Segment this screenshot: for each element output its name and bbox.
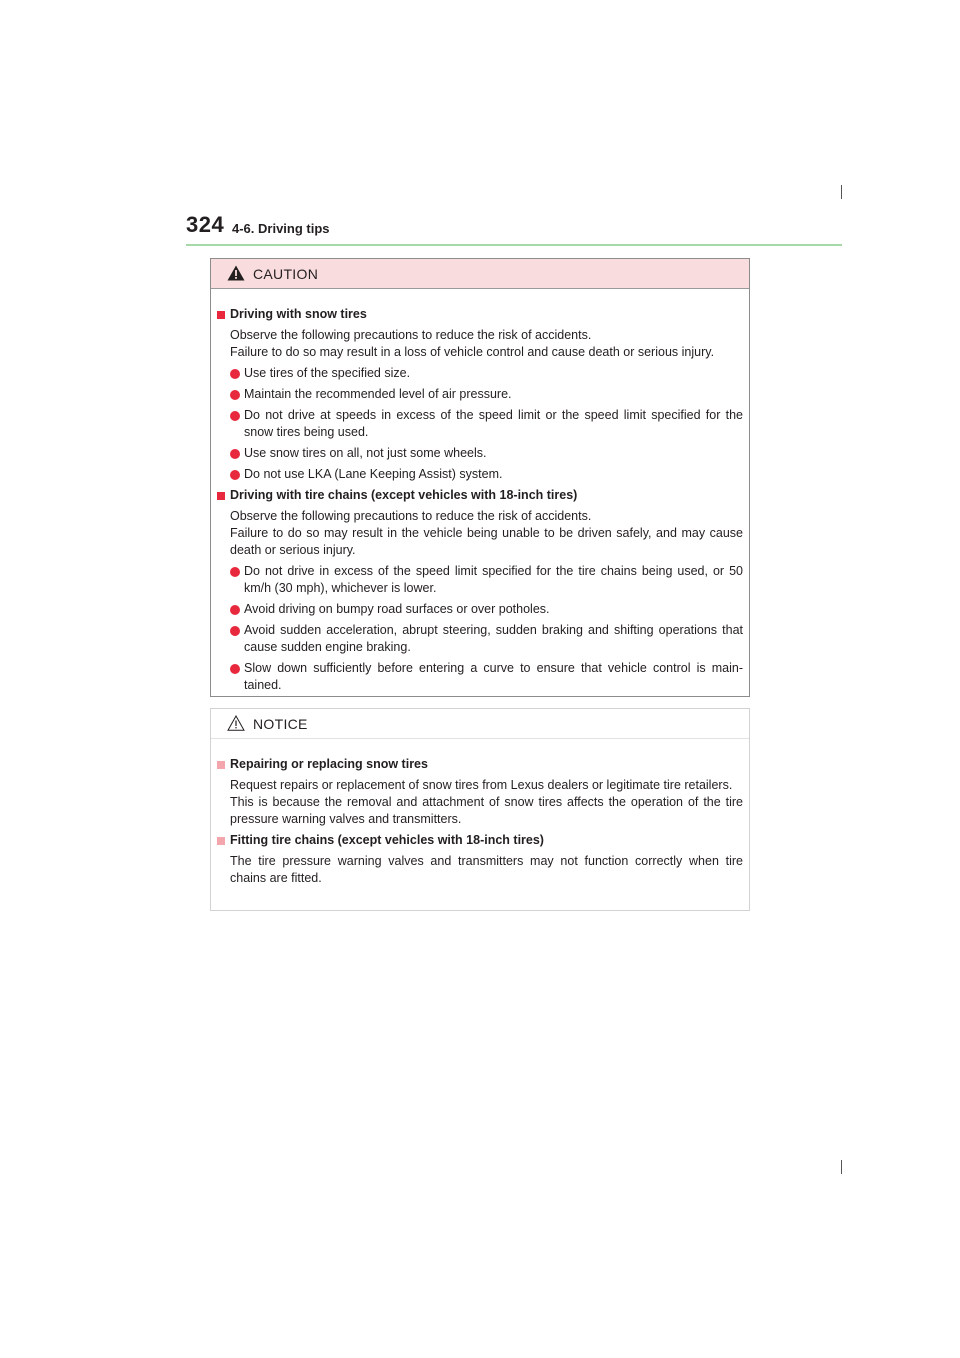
notice-body [211,739,749,887]
caution-body [211,289,749,694]
caution-label: CAUTION [253,266,319,282]
caution-intro: Observe the following precautions to reduce the risk of accidents. Failure to do so may result in a loss of vehicle control and cause death or serious injury. [230,328,715,359]
warning-triangle-outline-icon [227,715,245,731]
notice-header [211,709,749,739]
caution-section-title: Driving with tire chains (except vehicles with 18-inch tires) [217,487,743,504]
caution-header [211,259,749,289]
notice-label: NOTICE [253,716,308,732]
notice-section-title: Fitting tire chains (except vehicles with 18-inch tires) [217,832,743,849]
square-bullet-icon [217,761,225,769]
notice-paragraph: Request repairs or replacement of snow tires from Lexus dealers or legitimate tire retailers. This is because the removal and attachment of snow tires affects the operation of the tire pressure warning valves and transmitters. [230,778,743,826]
round-bullet-icon [230,411,240,421]
round-bullet-icon [230,470,240,480]
list-item: Do not use LKA (Lane Keeping Assist) system. [217,466,743,483]
notice-section-title: Repairing or replacing snow tires [217,756,743,773]
round-bullet-icon [230,664,240,674]
square-bullet-icon [217,837,225,845]
caution-box [210,258,750,697]
list-item: Use snow tires on all, not just some wheels. [217,445,743,462]
warning-triangle-icon [227,265,245,281]
header-rule [186,244,842,246]
list-item: Slow down sufficiently before entering a curve to ensure that vehicle control is main-tained. [217,660,743,694]
round-bullet-icon [230,369,240,379]
round-bullet-icon [230,567,240,577]
round-bullet-icon [230,626,240,636]
page-header [186,212,842,244]
list-item: Avoid driving on bumpy road surfaces or over potholes. [217,601,743,618]
list-item: Avoid sudden acceleration, abrupt steering, sudden braking and shifting operations that cause sudden engine braking. [217,622,743,656]
caution-section-title: Driving with snow tires [217,306,743,323]
crop-mark-top [841,185,842,199]
notice-box [210,708,750,911]
round-bullet-icon [230,449,240,459]
square-bullet-icon [217,492,225,500]
round-bullet-icon [230,390,240,400]
section-title: 4-6. Driving tips [232,221,330,236]
notice-paragraph: The tire pressure warning valves and transmitters may not function correctly when tire chains are fitted. [230,854,743,885]
list-item: Do not drive in excess of the speed limit specified for the tire chains being used, or 50 km/h (30 mph), whichever is lower. [217,563,743,597]
caution-bullet-list [217,563,743,694]
list-item: Do not drive at speeds in excess of the speed limit or the speed limit specified for the snow tires being used. [217,407,743,441]
list-item: Use tires of the specified size. [217,365,743,382]
page-number: 324 [186,212,225,237]
round-bullet-icon [230,605,240,615]
square-bullet-icon [217,311,225,319]
list-item: Maintain the recommended level of air pressure. [217,386,743,403]
crop-mark-bottom [841,1160,842,1174]
caution-intro: Observe the following precautions to reduce the risk of accidents. Failure to do so may result in the vehicle being unable to be driven safely, and may cause death or serious injury. [230,509,743,557]
caution-bullet-list [217,365,743,483]
